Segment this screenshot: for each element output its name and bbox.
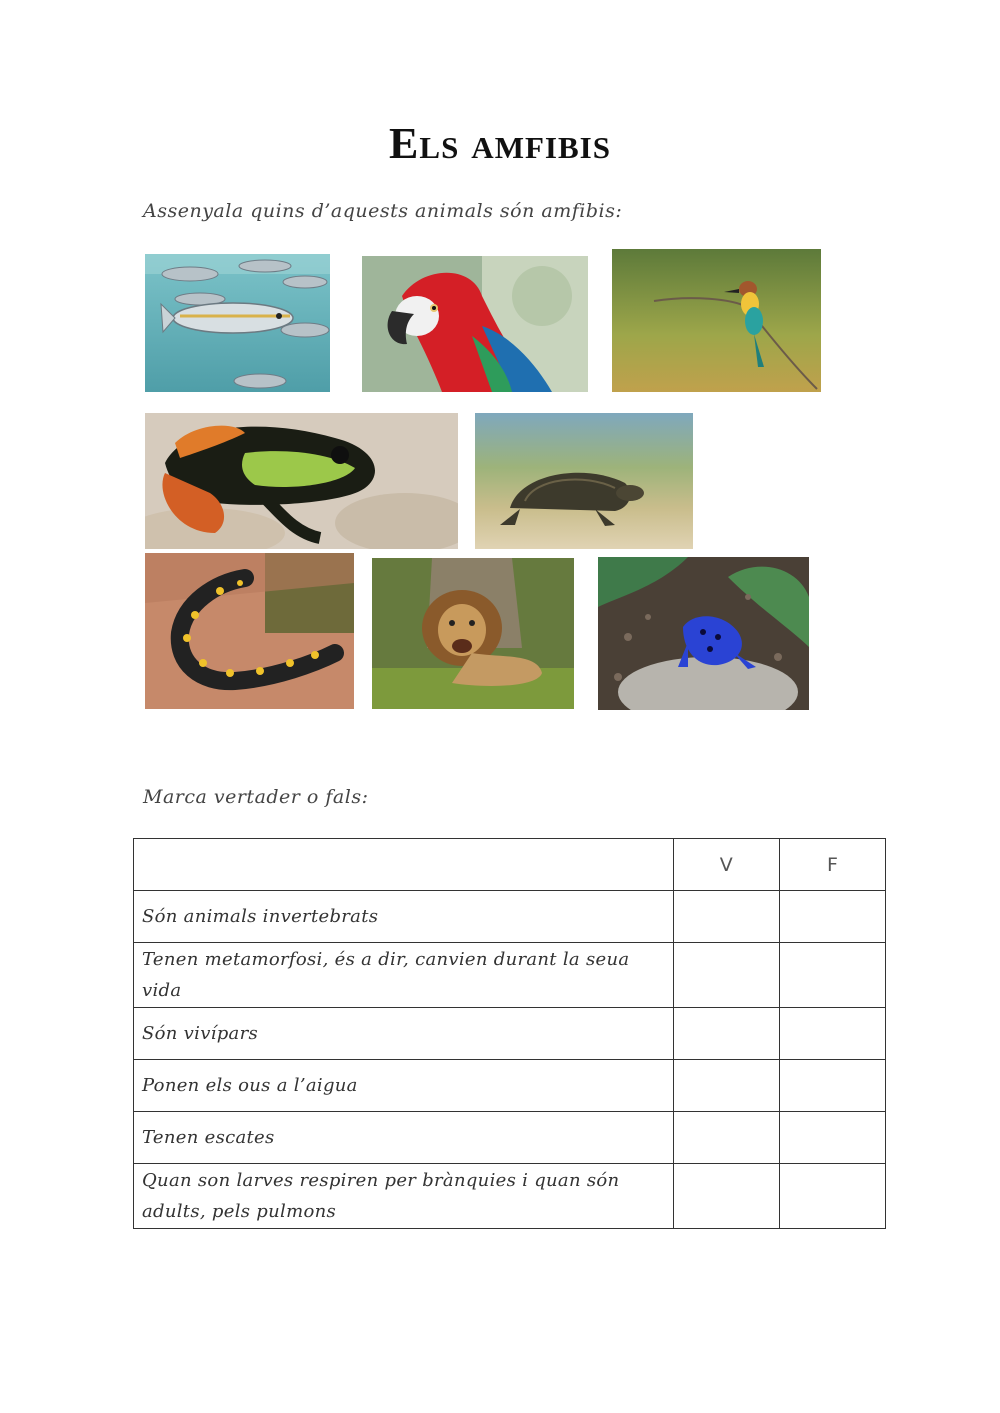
table-header-row [134, 839, 886, 891]
true-false-table [133, 838, 886, 1229]
table-row [134, 1112, 886, 1164]
false-check-cell[interactable] [779, 1112, 885, 1164]
true-check-cell[interactable] [673, 1112, 779, 1164]
true-check-cell[interactable] [673, 943, 779, 1008]
true-false-instruction: Marca vertader o fals: [143, 786, 369, 808]
table-row [134, 1060, 886, 1112]
statement-cell: Són animals invertebrats [134, 891, 674, 943]
identify-instruction: Assenyala quins d’aquests animals són amfibis: [143, 200, 623, 222]
parrot-photo[interactable] [362, 256, 588, 392]
table-row [134, 891, 886, 943]
false-check-cell[interactable] [779, 1164, 885, 1229]
false-check-cell[interactable] [779, 1008, 885, 1060]
dart-frog-photo[interactable] [598, 557, 809, 710]
bee-eater-photo[interactable] [612, 249, 821, 392]
table-row [134, 1008, 886, 1060]
salamander-photo[interactable] [145, 553, 354, 709]
false-check-cell[interactable] [779, 943, 885, 1008]
turtle-photo[interactable] [475, 413, 693, 549]
statement-cell: Són vivípars [134, 1008, 674, 1060]
true-check-cell[interactable] [673, 891, 779, 943]
false-check-cell[interactable] [779, 1060, 885, 1112]
false-check-cell[interactable] [779, 891, 885, 943]
frog-photo[interactable] [145, 413, 458, 549]
lion-photo[interactable] [372, 558, 574, 709]
statement-cell: Quan son larves respiren per brànquies i quan són adults, pels pulmons [134, 1164, 674, 1229]
statement-cell: Tenen escates [134, 1112, 674, 1164]
true-header: V [673, 839, 779, 891]
true-check-cell[interactable] [673, 1060, 779, 1112]
true-check-cell[interactable] [673, 1164, 779, 1229]
false-header: F [779, 839, 885, 891]
true-check-cell[interactable] [673, 1008, 779, 1060]
fish-photo[interactable] [145, 254, 330, 392]
table-row [134, 943, 886, 1008]
table-row [134, 1164, 886, 1229]
statement-header [134, 839, 674, 891]
page-title: Els amfibis [389, 119, 611, 168]
statement-cell: Tenen metamorfosi, és a dir, canvien durant la seua vida [134, 943, 674, 1008]
statement-cell: Ponen els ous a l’aigua [134, 1060, 674, 1112]
